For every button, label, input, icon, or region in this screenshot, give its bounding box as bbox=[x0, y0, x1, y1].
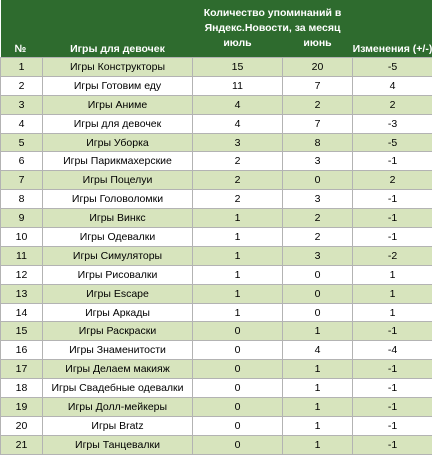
cell-change: -4 bbox=[353, 341, 432, 360]
cell-change: -5 bbox=[353, 133, 432, 152]
cell-july: 0 bbox=[193, 398, 283, 417]
table-header bbox=[1, 0, 432, 58]
cell-change: -5 bbox=[353, 58, 432, 77]
table-row bbox=[1, 379, 432, 398]
cell-june: 0 bbox=[283, 171, 353, 190]
cell-name: Игры Свадебные одевалки bbox=[43, 379, 193, 398]
cell-change: -1 bbox=[353, 360, 432, 379]
cell-july: 1 bbox=[193, 246, 283, 265]
cell-num: 5 bbox=[1, 133, 43, 152]
cell-name: Игры Одевалки bbox=[43, 228, 193, 247]
cell-june: 1 bbox=[283, 379, 353, 398]
cell-july: 1 bbox=[193, 209, 283, 228]
table-row bbox=[1, 76, 432, 95]
cell-june: 1 bbox=[283, 322, 353, 341]
cell-name: Игры Конструкторы bbox=[43, 58, 193, 77]
table-row bbox=[1, 246, 432, 265]
cell-num: 11 bbox=[1, 246, 43, 265]
table-row bbox=[1, 322, 432, 341]
table-row bbox=[1, 95, 432, 114]
table-row bbox=[1, 171, 432, 190]
header-mentions: Количество упоминаний в Яндекс.Новости, за месяц bbox=[193, 0, 353, 36]
table-row bbox=[1, 152, 432, 171]
cell-change: -1 bbox=[353, 322, 432, 341]
table-row bbox=[1, 360, 432, 379]
cell-june: 1 bbox=[283, 416, 353, 435]
cell-name: Игры Готовим еду bbox=[43, 76, 193, 95]
cell-change: -2 bbox=[353, 246, 432, 265]
cell-change: 1 bbox=[353, 303, 432, 322]
cell-num: 19 bbox=[1, 398, 43, 417]
cell-num: 8 bbox=[1, 190, 43, 209]
cell-name: Игры Танцевалки bbox=[43, 435, 193, 454]
cell-num: 1 bbox=[1, 58, 43, 77]
cell-change: -1 bbox=[353, 435, 432, 454]
cell-june: 3 bbox=[283, 152, 353, 171]
cell-july: 11 bbox=[193, 76, 283, 95]
header-num: № bbox=[1, 0, 43, 58]
cell-change: -1 bbox=[353, 209, 432, 228]
cell-change: -1 bbox=[353, 379, 432, 398]
cell-name: Игры Винкс bbox=[43, 209, 193, 228]
cell-june: 0 bbox=[283, 284, 353, 303]
table-row bbox=[1, 58, 432, 77]
cell-num: 17 bbox=[1, 360, 43, 379]
cell-june: 0 bbox=[283, 265, 353, 284]
cell-june: 7 bbox=[283, 114, 353, 133]
cell-july: 1 bbox=[193, 303, 283, 322]
cell-change: -3 bbox=[353, 114, 432, 133]
cell-name: Игры Долл-мейкеры bbox=[43, 398, 193, 417]
cell-num: 3 bbox=[1, 95, 43, 114]
cell-july: 4 bbox=[193, 114, 283, 133]
cell-july: 3 bbox=[193, 133, 283, 152]
cell-num: 10 bbox=[1, 228, 43, 247]
cell-july: 0 bbox=[193, 379, 283, 398]
cell-july: 0 bbox=[193, 416, 283, 435]
cell-change: 2 bbox=[353, 95, 432, 114]
cell-name: Игры Раскраски bbox=[43, 322, 193, 341]
cell-name: Игры Рисовалки bbox=[43, 265, 193, 284]
cell-num: 13 bbox=[1, 284, 43, 303]
cell-name: Игры Аркады bbox=[43, 303, 193, 322]
header-june: июнь bbox=[283, 36, 353, 58]
cell-july: 1 bbox=[193, 265, 283, 284]
cell-june: 4 bbox=[283, 341, 353, 360]
table-row bbox=[1, 133, 432, 152]
cell-change: -1 bbox=[353, 190, 432, 209]
cell-july: 2 bbox=[193, 152, 283, 171]
cell-num: 15 bbox=[1, 322, 43, 341]
cell-june: 0 bbox=[283, 303, 353, 322]
table-row bbox=[1, 190, 432, 209]
cell-name: Игры Поцелуи bbox=[43, 171, 193, 190]
table-row bbox=[1, 341, 432, 360]
cell-june: 20 bbox=[283, 58, 353, 77]
table-row bbox=[1, 398, 432, 417]
cell-change: -1 bbox=[353, 152, 432, 171]
cell-june: 2 bbox=[283, 209, 353, 228]
cell-name: Игры для девочек bbox=[43, 114, 193, 133]
cell-june: 7 bbox=[283, 76, 353, 95]
cell-june: 2 bbox=[283, 228, 353, 247]
cell-num: 14 bbox=[1, 303, 43, 322]
cell-change: -1 bbox=[353, 398, 432, 417]
table-row bbox=[1, 265, 432, 284]
cell-june: 2 bbox=[283, 95, 353, 114]
header-name: Игры для девочек bbox=[43, 0, 193, 58]
table-body bbox=[1, 58, 432, 455]
table-row bbox=[1, 228, 432, 247]
header-change: Изменения (+/-) bbox=[353, 0, 432, 58]
cell-num: 20 bbox=[1, 416, 43, 435]
cell-change: 1 bbox=[353, 284, 432, 303]
cell-july: 0 bbox=[193, 341, 283, 360]
cell-june: 1 bbox=[283, 398, 353, 417]
cell-july: 15 bbox=[193, 58, 283, 77]
cell-num: 4 bbox=[1, 114, 43, 133]
cell-june: 3 bbox=[283, 190, 353, 209]
cell-change: 4 bbox=[353, 76, 432, 95]
table-row bbox=[1, 416, 432, 435]
cell-num: 6 bbox=[1, 152, 43, 171]
cell-change: -1 bbox=[353, 228, 432, 247]
cell-num: 21 bbox=[1, 435, 43, 454]
table-row bbox=[1, 303, 432, 322]
cell-june: 1 bbox=[283, 435, 353, 454]
cell-june: 1 bbox=[283, 360, 353, 379]
cell-july: 1 bbox=[193, 228, 283, 247]
cell-name: Игры Escape bbox=[43, 284, 193, 303]
cell-num: 2 bbox=[1, 76, 43, 95]
cell-num: 12 bbox=[1, 265, 43, 284]
cell-july: 0 bbox=[193, 360, 283, 379]
cell-num: 18 bbox=[1, 379, 43, 398]
cell-name: Игры Знаменитости bbox=[43, 341, 193, 360]
table-row bbox=[1, 284, 432, 303]
cell-num: 9 bbox=[1, 209, 43, 228]
cell-num: 16 bbox=[1, 341, 43, 360]
cell-name: Игры Головоломки bbox=[43, 190, 193, 209]
cell-name: Игры Bratz bbox=[43, 416, 193, 435]
cell-change: 2 bbox=[353, 171, 432, 190]
table-row bbox=[1, 209, 432, 228]
cell-change: 1 bbox=[353, 265, 432, 284]
cell-july: 2 bbox=[193, 171, 283, 190]
cell-july: 2 bbox=[193, 190, 283, 209]
header-july: июль bbox=[193, 36, 283, 58]
cell-july: 0 bbox=[193, 322, 283, 341]
cell-june: 8 bbox=[283, 133, 353, 152]
cell-name: Игры Симуляторы bbox=[43, 246, 193, 265]
table-row bbox=[1, 114, 432, 133]
cell-name: Игры Делаем макияж bbox=[43, 360, 193, 379]
table-row bbox=[1, 435, 432, 454]
cell-july: 1 bbox=[193, 284, 283, 303]
cell-num: 7 bbox=[1, 171, 43, 190]
cell-name: Игры Уборка bbox=[43, 133, 193, 152]
cell-july: 4 bbox=[193, 95, 283, 114]
cell-july: 0 bbox=[193, 435, 283, 454]
cell-june: 3 bbox=[283, 246, 353, 265]
cell-change: -1 bbox=[353, 416, 432, 435]
cell-name: Игры Парикмахерские bbox=[43, 152, 193, 171]
cell-name: Игры Аниме bbox=[43, 95, 193, 114]
